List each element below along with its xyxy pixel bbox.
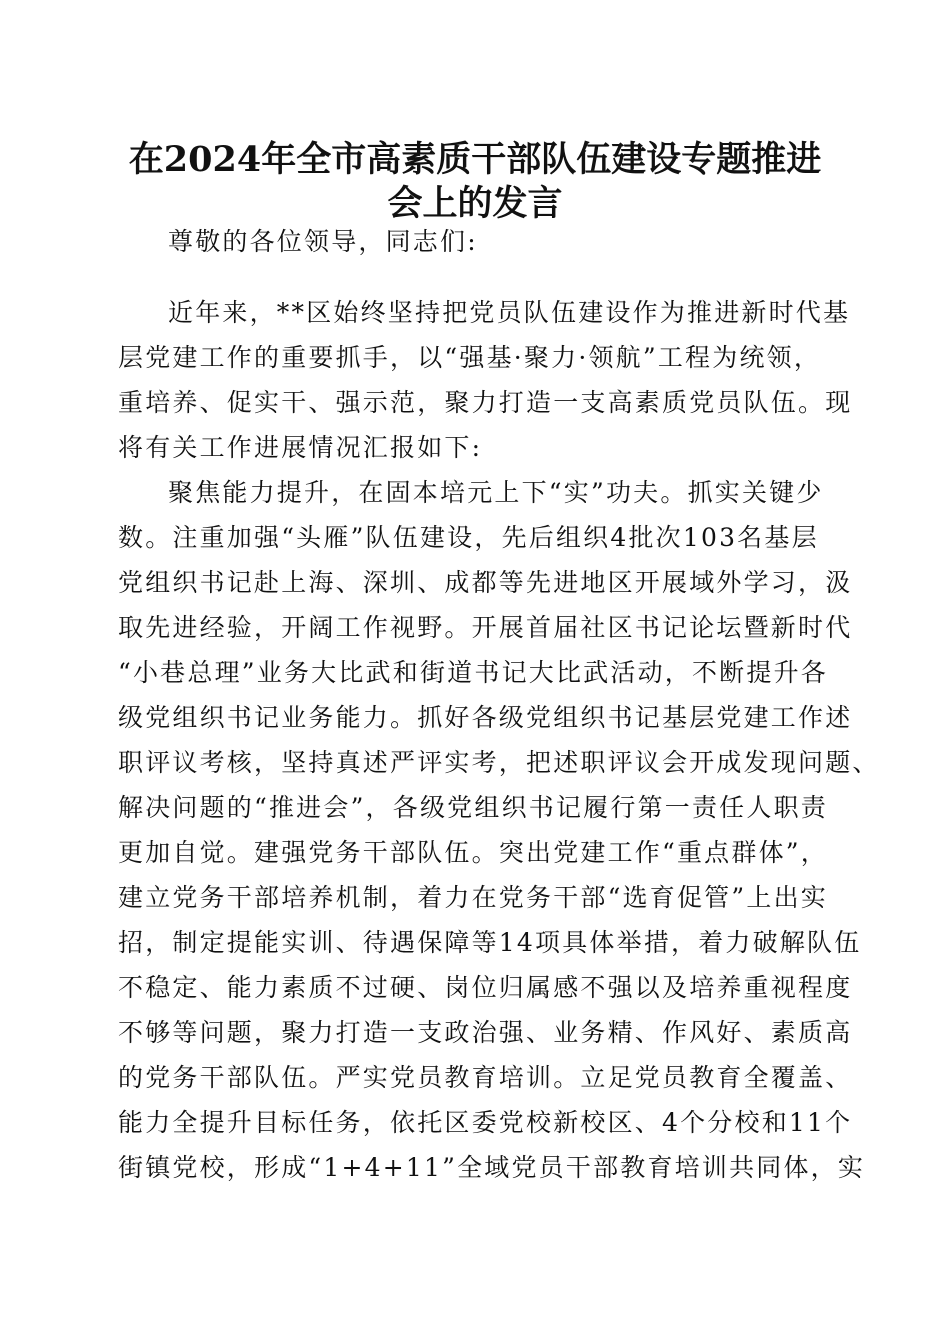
body-line: 近年来，**区始终坚持把党员队伍建设作为推进新时代基 — [168, 298, 851, 327]
body-line: 解决问题的“推进会”，各级党组织书记履行第一责任人职责 — [118, 793, 828, 822]
body-line: 的党务干部队伍。严实党员教育培训。立足党员教育全覆盖、 — [118, 1063, 853, 1092]
body-line: 职评议考核，坚持真述严评实考，把述职评议会开成发现问题、 — [118, 748, 880, 777]
body-line: 层党建工作的重要抓手，以“强基·聚力·领航”工程为统领， — [118, 343, 822, 372]
body-line: “小巷总理”业务大比武和街道书记大比武活动，不断提升各 — [118, 658, 828, 687]
document-title-line-1: 在2024年全市高素质干部队伍建设专题推进 — [128, 139, 822, 180]
body-line: 不稳定、能力素质不过硬、岗位归属感不强以及培养重视程度 — [118, 973, 853, 1002]
document-title-line-2: 会上的发言 — [387, 183, 563, 224]
body-line: 更加自觉。建强党务干部队伍。突出党建工作“重点群体”， — [118, 838, 828, 867]
body-line: 聚焦能力提升，在固本培元上下“实”功夫。抓实关键少 — [168, 478, 824, 507]
body-line: 建立党务干部培养机制，着力在党务干部“选育促管”上出实 — [118, 883, 828, 912]
body-line: 街镇党校，形成“1+4+11”全域党员干部教育培训共同体，实 — [118, 1153, 866, 1182]
body-line: 招，制定提能实训、待遇保障等14项具体举措，着力破解队伍 — [118, 928, 862, 957]
body-line: 能力全提升目标任务，依托区委党校新校区、4个分校和11个 — [118, 1108, 853, 1137]
salutation: 尊敬的各位领导，同志们: — [168, 227, 478, 256]
body-line: 级党组织书记业务能力。抓好各级党组织书记基层党建工作述 — [118, 703, 853, 732]
body-line: 数。注重加强“头雁”队伍建设，先后组织4批次103名基层 — [118, 523, 819, 552]
body-line: 不够等问题，聚力打造一支政治强、业务精、作风好、素质高 — [118, 1018, 853, 1047]
body-line: 将有关工作进展情况汇报如下: — [118, 433, 483, 462]
body-line: 取先进经验，开阔工作视野。开展首届社区书记论坛暨新时代 — [118, 613, 853, 642]
body-line: 重培养、促实干、强示范，聚力打造一支高素质党员队伍。现 — [118, 388, 853, 417]
body-line: 党组织书记赴上海、深圳、成都等先进地区开展域外学习，汲 — [118, 568, 853, 597]
